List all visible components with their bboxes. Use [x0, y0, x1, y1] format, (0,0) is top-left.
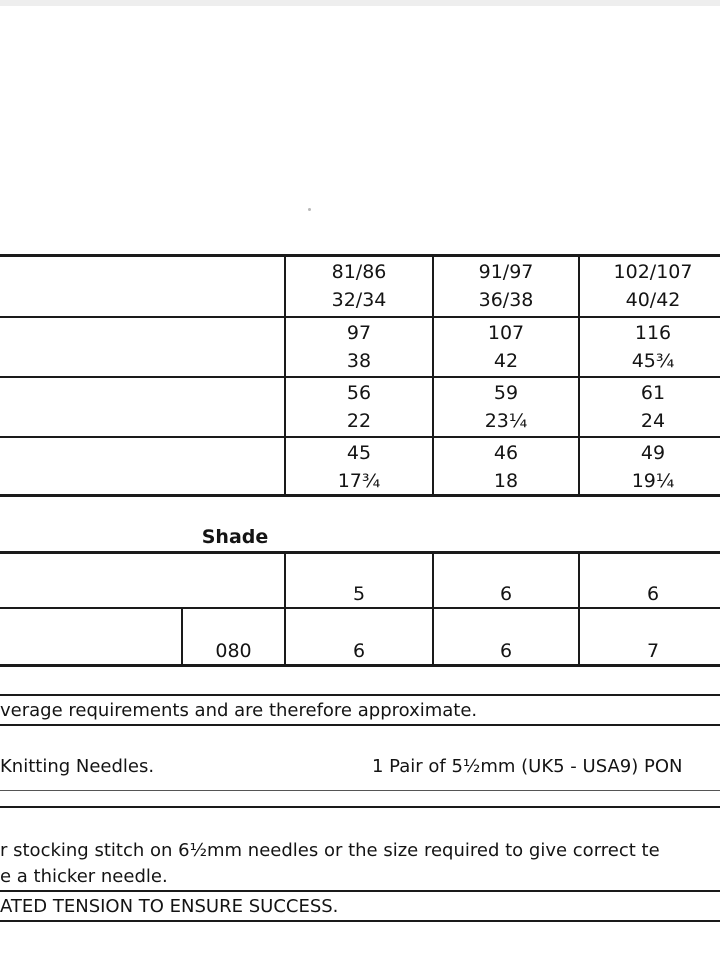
ball-count: 6 [352, 640, 366, 662]
measurement-cell [434, 319, 578, 375]
ball-count: 6 [646, 583, 660, 605]
ball-count: 7 [646, 640, 660, 662]
measurement-cell [580, 439, 720, 495]
ball-count: 6 [499, 640, 513, 662]
table-rule [0, 254, 720, 257]
measurement-in: 45¾ [631, 350, 675, 372]
measurement-in: 18 [493, 470, 519, 492]
section-rule [0, 694, 720, 696]
measurement-cell [286, 379, 432, 435]
top-edge-strip [0, 0, 720, 6]
measurement-in: 17¾ [337, 470, 381, 492]
table-rule [0, 376, 720, 378]
ball-count: 5 [352, 583, 366, 605]
table-rule [0, 436, 720, 438]
section-rule [0, 920, 720, 922]
measurement-cm: 46 [493, 442, 519, 464]
size-header-cm: 81/86 [331, 261, 387, 283]
table-rule [0, 607, 720, 609]
shade-number: 080 [215, 640, 252, 662]
measurement-cm: 59 [493, 382, 519, 404]
measurement-in: 19¼ [631, 470, 675, 492]
measurement-in: 38 [346, 350, 372, 372]
measurement-cm: 97 [346, 322, 372, 344]
measurement-cell [286, 439, 432, 495]
table-rule [0, 316, 720, 318]
size-header-cm: 102/107 [613, 261, 693, 283]
measurement-cell [580, 319, 720, 375]
measurement-cell [434, 439, 578, 495]
measurement-in: 24 [640, 410, 666, 432]
table-rule [0, 664, 720, 667]
measurement-cell [580, 379, 720, 435]
section-rule [0, 890, 720, 892]
paper-speck [308, 208, 311, 211]
measurement-in: 42 [493, 350, 519, 372]
measurement-cm: 107 [487, 322, 525, 344]
size-header-cell [286, 258, 432, 314]
section-rule [0, 724, 720, 726]
tension-line-2: e a thicker needle. [0, 866, 168, 887]
table-rule [0, 551, 720, 554]
measurement-cell [434, 379, 578, 435]
measurement-cm: 49 [640, 442, 666, 464]
tension-caps: ATED TENSION TO ENSURE SUCCESS. [0, 896, 339, 917]
measurement-cm: 56 [346, 382, 372, 404]
ball-count: 6 [499, 583, 513, 605]
average-note: verage requirements and are therefore approximate. [0, 700, 478, 721]
measurement-cm: 61 [640, 382, 666, 404]
measurement-in: 23¼ [484, 410, 528, 432]
needles-right: 1 Pair of 5½mm (UK5 - USA9) PON [372, 756, 683, 777]
measurement-cm: 116 [634, 322, 672, 344]
size-header-cm: 91/97 [478, 261, 534, 283]
tension-line-1: r stocking stitch on 6½mm needles or the size required to give correct te [0, 840, 660, 861]
size-header-in: 36/38 [478, 289, 534, 311]
size-header-in: 32/34 [331, 289, 387, 311]
measurement-cell [286, 319, 432, 375]
size-header-cell [580, 258, 720, 314]
needles-left: Knitting Needles. [0, 756, 155, 777]
measurement-in: 22 [346, 410, 372, 432]
measurement-cm: 45 [346, 442, 372, 464]
section-rule [0, 790, 720, 791]
section-rule [0, 806, 720, 808]
shade-label: Shade [201, 526, 269, 548]
size-header-cell [434, 258, 578, 314]
size-header-in: 40/42 [625, 289, 681, 311]
